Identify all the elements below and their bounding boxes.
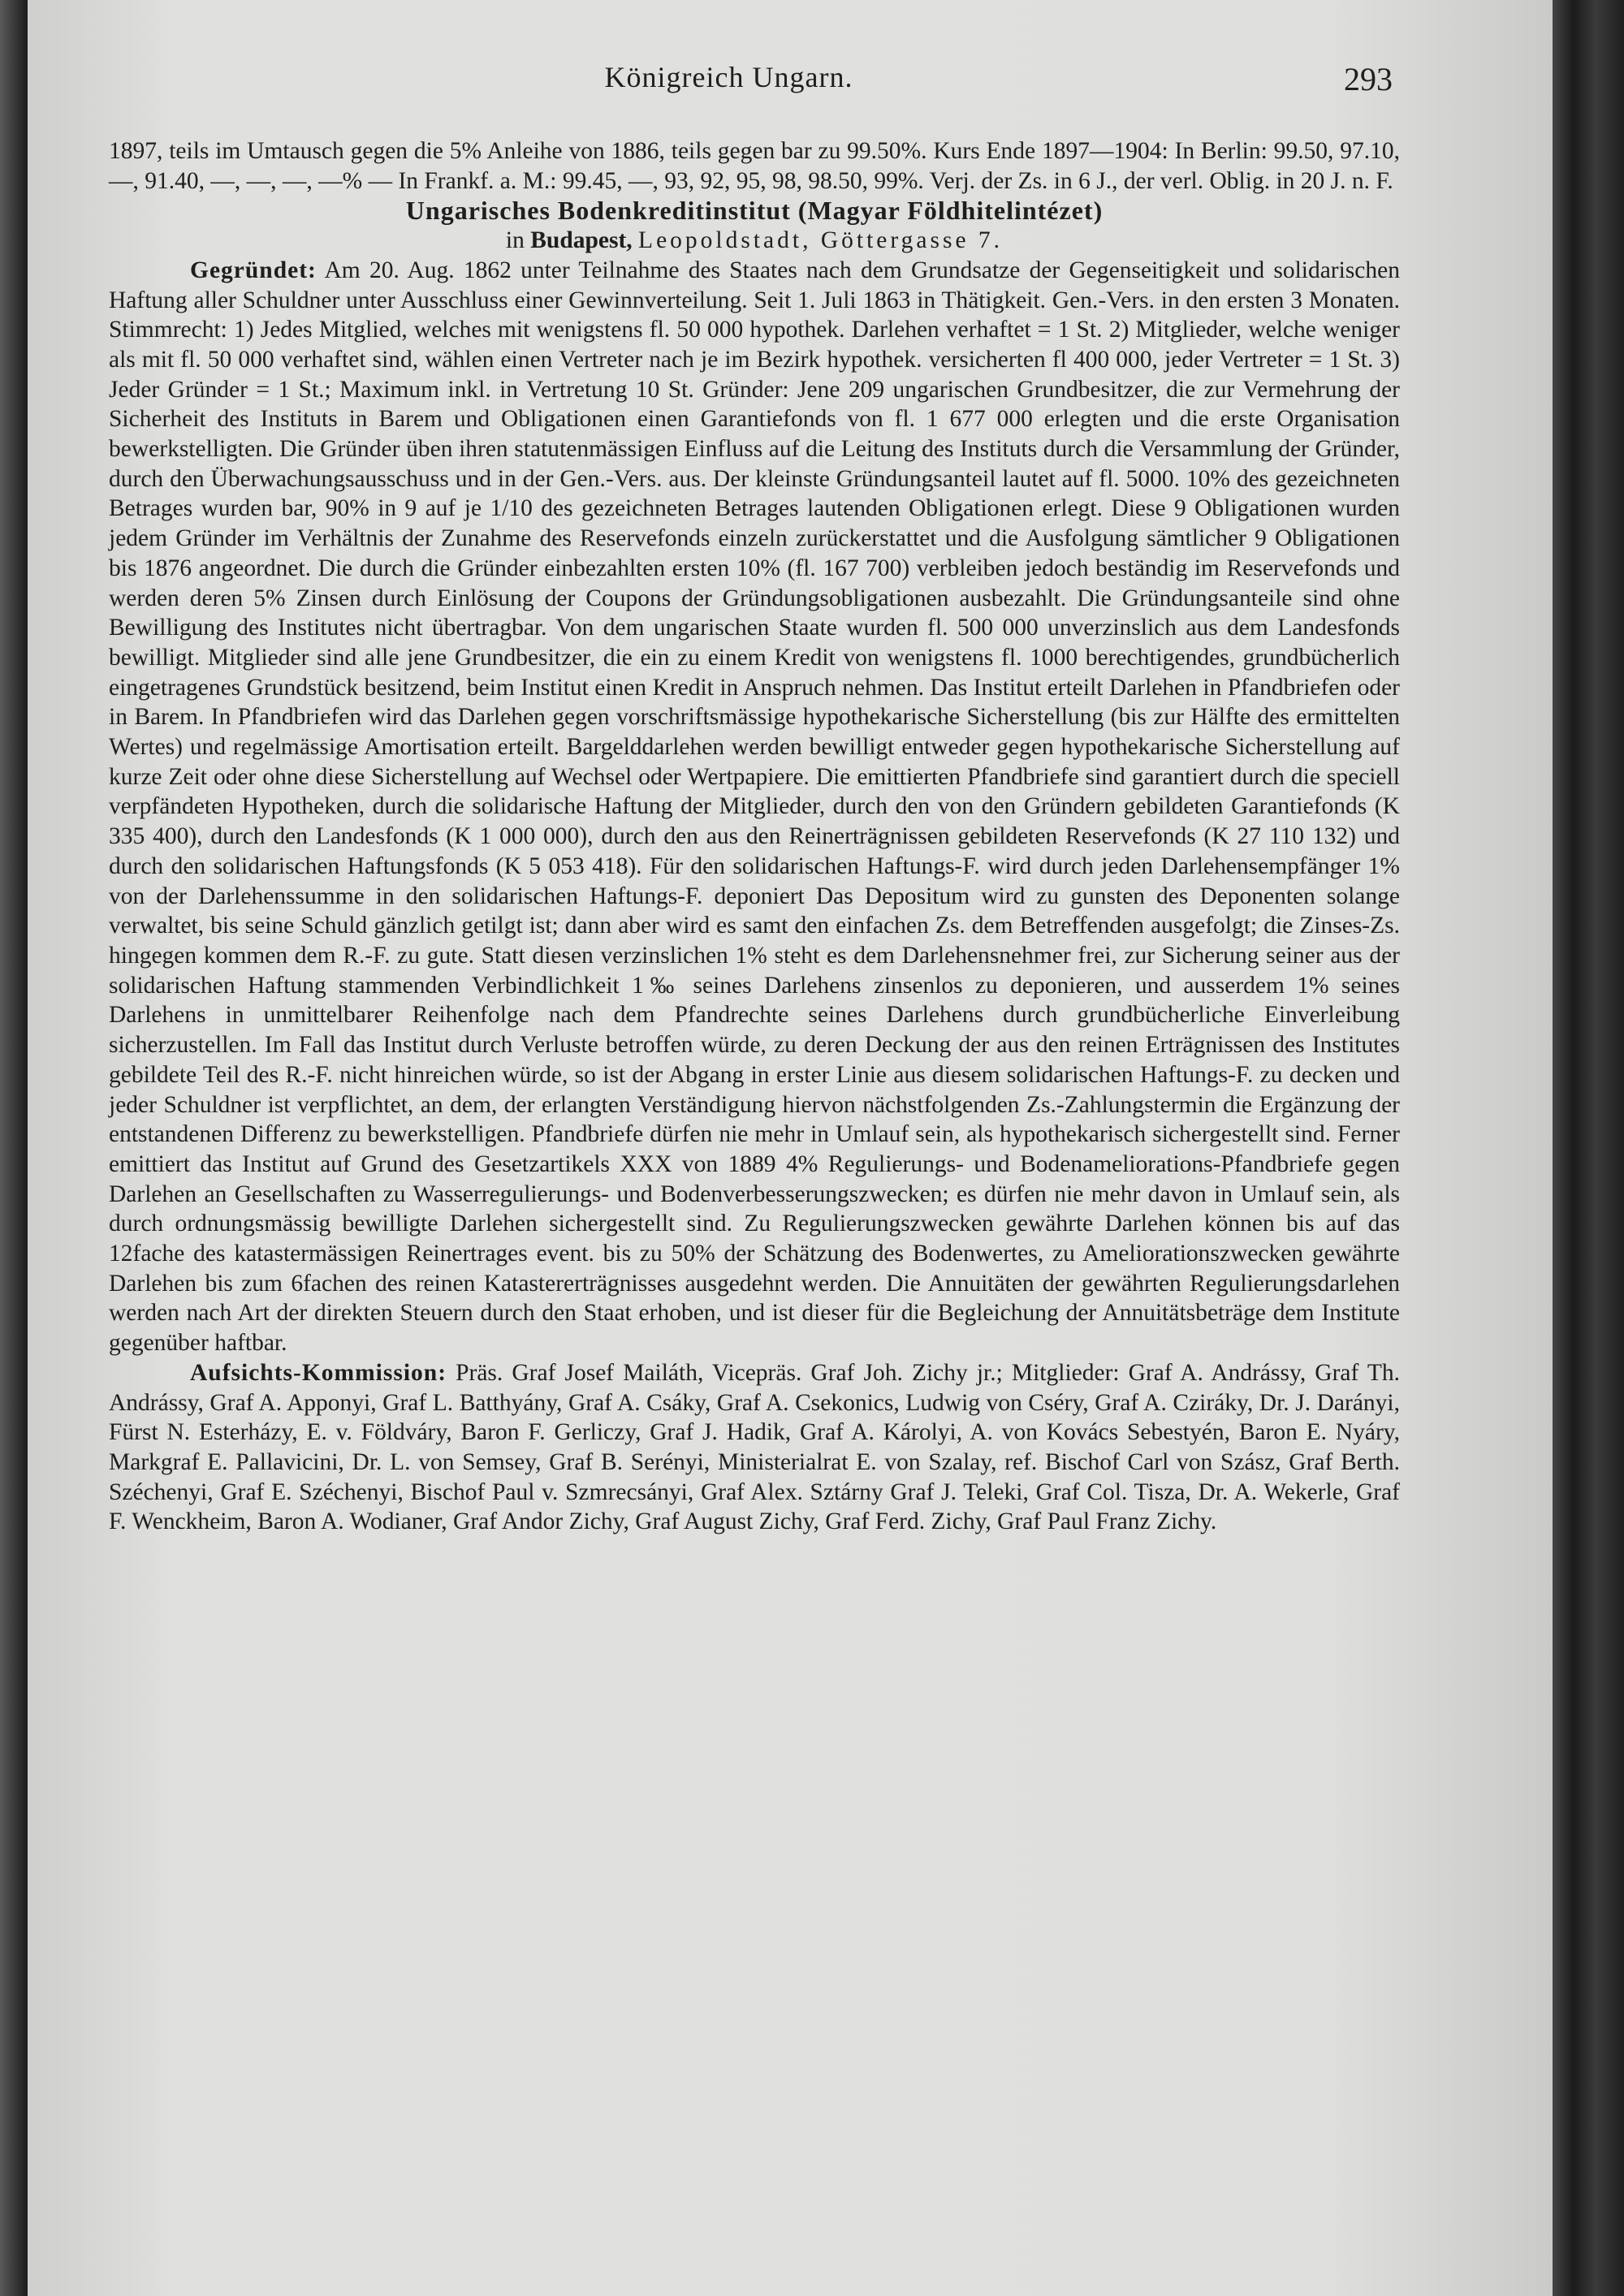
supervisory-text: Präs. Graf Josef Mailáth, Vicepräs. Graf Joh. Zichy jr.; Mitglieder: Graf A. Andrássy, Graf Th. Andrássy, Graf A. Apponyi, Graf L. Batthyány, Graf A. Csáky, Graf A. Csekonics, Ludwig von Cséry, Graf A. Cziráky, Dr. J. Darányi, Fürst N. Esterházy, E. v. Földváry, Baron F. Gerliczy, Graf J. Hadik, Graf A. Károlyi, A. von Kovács Sebestyén, Baron E. Nyáry, Markgraf E. Pallavicini, Dr. L. von Semsey, Graf B. Serényi, Ministerialrat E. von Szalay, ref. Bischof Carl von Szász, Graf Berth. Széchenyi, Graf E. Széchenyi, Bischof Paul v. Szmrecsányi, Graf Alex. Sztárny Graf J. Teleki, Graf Col. Tisza, Dr. A. Wekerle, Graf F. Wenckheim, Baron A. Wodianer, Graf Andor Zichy, Graf August Zichy, Graf Ferd. Zichy, Graf Paul Franz Zichy. (109, 1359, 1401, 1535)
location-prefix: in (505, 227, 525, 254)
founded-text: Am 20. Aug. 1862 unter Teilnahme des Staates nach dem Grundsatze der Gegenseitigkeit und solidarischen Haftung aller Schuldner unter Ausschluss einer Gewinnverteilung. Seit 1. Juli 1863 in Thätigkeit. Gen.-Vers. in den ersten 3 Monaten. Stimmrecht: 1) Jedes Mitglied, welches mit wenigstens fl. 50 000 hypothek. Darlehen verhaftet = 1 St. 2) Mitglieder, welche weniger als mit fl. 50 000 verhaftet sind, wählen einen Vertreter nach je im Bezirk hypothek. versicherten fl 400 000, jeder Vertreter = 1 St. 3) Jeder Gründer = 1 St.; Maximum inkl. in Vertretung 10 St. Gründer: Jene 209 ungarischen Grundbesitzer, die zur Vermehrung der Sicherheit des Instituts in Barem und Obligationen einen Garantiefonds von fl. 1 677 000 erlegten und die erste Organisation bewerkstelligten. Die Gründer üben ihren statutenmässigen Einfluss auf die Leitung des Instituts durch die Versammlung der Gründer, durch den Überwachungsausschuss und in der Gen.-Vers. aus. Der kleinste Gründungsanteil lautet auf fl. 5000. 10% des gezeichneten Betrages wurden bar, 90% in 9 auf je 1/10 des gezeichneten Betrages lautenden Obligationen erlegt. Diese 9 Obligationen wurden jedem Gründer im Verhältnis der Zunahme des Reservefonds einzeln zurückerstattet und die Ausfolgung sämtlicher 9 Obligationen bis 1876 angeordnet. Die durch die Gründer einbezahlten ersten 10% (fl. 167 700) verbleiben jedoch beständig im Reservefonds und werden deren 5% Zinsen durch Einlösung der Coupons der Gründungsobligationen ausbezahlt. Die Gründungsanteile sind ohne Bewilligung des Institutes nicht übertragbar. Von dem ungarischen Staate wurden fl. 500 000 unverzinslich aus dem Landesfonds bewilligt. Mitglieder sind alle jene Grundbesitzer, die ein zu einem Kredit von wenigstens fl. 1000 berechtigendes, grundbücherlich eingetragenes Grundstück besitzend, beim Institut einen Kredit in Anspruch nehmen. Das Institut erteilt Darlehen in Pfandbriefen oder in Barem. In Pfandbriefen wird das Darlehen gegen vorschriftsmässige hypothekarische Sicherstellung (bis zur Hälfte des ermittelten Wertes) und regelmässige Amortisation erteilt. Bargelddarlehen werden bewilligt entweder gegen hypothekarische Sicherstellung auf kurze Zeit oder ohne diese Sicherstellung auf Wechsel oder Wertpapiere. Die emittierten Pfandbriefe sind garantiert durch die speciell verpfändeten Hypotheken, durch die solidarische Haftung der Mitglieder, durch den von den Gründern gebildeten Garantiefonds (K 335 400), durch den Landesfonds (K 1 000 000), durch den aus den Reinerträgnissen gebildeten Reservefonds (K 27 110 132) und durch den solidarischen Haftungsfonds (K 5 053 418). Für den solidarischen Haftungs-F. wird durch jeden Darlehensempfänger 1% von der Darlehenssumme in den solidarischen Haftungs-F. deponiert Das Depositum wird zu gunsten des Deponenten solange verwaltet, bis seine Schuld gänzlich getilgt ist; dann aber wird es samt den einfachen Zs. dem Betreffenden ausgefolgt; die Zinses-Zs. hingegen kommen dem R.-F. zu gute. Statt diesen verzinslichen 1% steht es dem Darlehensnehmer frei, zur Sicherung seiner aus der solidarischen Haftung stammenden Verbindlichkeit 1‰ seines Darlehens zinsenlos zu deponieren, und ausserdem 1% seines Darlehens in unmittelbarer Reihenfolge nach dem Pfandrechte seines Darlehens durch grundbücherliche Einverleibung sicherzustellen. Im Fall das Institut durch Verluste betroffen würde, zu deren Deckung der aus den reinen Erträgnissen des Institutes gebildete Teil des R.-F. nicht hinreichen würde, so ist der Abgang in erster Linie aus diesem solidarischen Haftungs-F. zu decken und jeder Schuldner ist verpflichtet, an dem, der erlangten Verständigung hiervon nächstfolgenden Zs.-Zahlungstermin die Ergänzung der entstandenen Differenz zu bewerkstelligen. Pfandbriefe dürfen nie mehr in Umlauf sein, als hypothekarisch sichergestellt sind. Ferner emittiert das Institut auf Grund des Gesetzartikels XXX von 1889 4% Regulierungs- und Bodenameliorations-Pfandbriefe gegen Darlehen an Gesellschaften zu Wasserregulierungs- und Bodenverbesserungszwecken; es dürfen nie mehr davon in Umlauf sein, als durch ordnungsmässig bewilligte Darlehen sichergestellt sind. Zu Regulierungszwecken gewährte Darlehen können bis auf das 12fache des katastermässigen Reinertrages event. bis zu 50% der Schätzung des Bodenwertes, zu Ameliorationszwecken gewährte Darlehen bis zum 6fachen des reinen Katastererträgnisses ausgedehnt werden. Die Annuitäten der gewährten Regulierungsdarlehen werden nach Art der direkten Steuern durch den Staat erhoben, und ist dieser für die Begleichung der Annuitätsbeträge dem Institute gegenüber haftbar. (109, 257, 1400, 1357)
founded-paragraph (109, 256, 1400, 1358)
supervisory-label: Aufsichts-Kommission: (190, 1359, 447, 1386)
institution-city: Budapest, (530, 227, 633, 254)
institution-title (109, 196, 1400, 226)
institution-name: Ungarisches Bodenkreditinstitut (405, 196, 791, 226)
page-number: 293 (1344, 61, 1393, 97)
page-body (109, 136, 1400, 1537)
intro-paragraph: 1897, teils im Umtausch gegen die 5% Anleihe von 1886, teils gegen bar zu 99.50%. Kurs Ende 1897—1904: In Berlin: 99.50, 97.10, —, 91.40, —, —, —, —% — In Frankf. a. M.: 99.45, —, 93, 92, 95, 98, 98.50, 99%. Verj. der Zs. in 6 J., der verl. Oblig. in 20 J. n. F. (109, 138, 1400, 194)
institution-address: Leopoldstadt, Göttergasse 7. (638, 227, 1004, 254)
book-gutter (1553, 0, 1624, 2296)
page-header (65, 60, 1393, 109)
running-head: Königreich Ungarn. (604, 61, 853, 93)
left-scan-edge (0, 0, 28, 2296)
founded-label: Gegründet: (190, 257, 317, 283)
institution-location (109, 226, 1400, 256)
institution-name-hungarian: (Magyar Földhitelintézet) (797, 196, 1104, 226)
supervisory-paragraph (109, 1358, 1400, 1537)
